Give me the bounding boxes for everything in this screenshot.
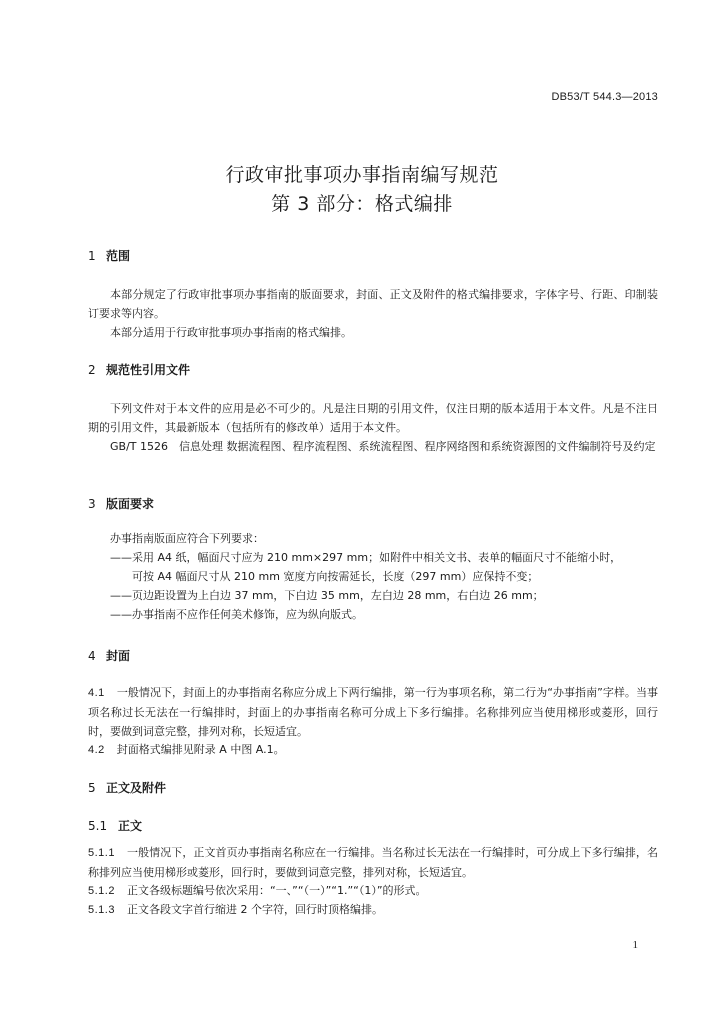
document-title: 行政审批事项办事指南编写规范: [225, 164, 499, 186]
section-1-paragraph-2: 本部分适用于行政审批事项办事指南的格式编排。: [110, 326, 352, 339]
section-title: 版面要求: [106, 497, 155, 511]
page-number: 1: [632, 939, 638, 951]
clause-5-1-3: [88, 900, 658, 920]
section-number: 1: [88, 249, 96, 263]
clause-text: 一般情况下，封面上的办事指南名称应分成上下两行编排，第一行为事项名称，第二行为“办事指南”字样。当事项名称过长无法在一行编排时，封面上的办事指南名称可分成上下多行编排。名称排列应当使用梯形或菱形，回行时，要做到词意完整，排列对称，长短适宜。: [88, 686, 658, 738]
clause-4-1: [88, 683, 658, 741]
clause-4-2: [88, 740, 658, 760]
clause-5-1-1: [88, 843, 658, 882]
section-2-heading: [88, 361, 190, 378]
subsection-title: 正文: [118, 819, 143, 833]
section-2-paragraph-1: 下列文件对于本文件的应用是必不可少的。凡是注日期的引用文件，仅注日期的版本适用于本文件。凡是不注日期的引用文件，其最新版本（包括所有的修改单）适用于本文件。: [88, 402, 658, 434]
clause-number: 5.1.2: [88, 885, 115, 897]
clause-number: 5.1.1: [88, 847, 115, 859]
section-number: 3: [88, 497, 96, 511]
section-3-item-3: ——办事指南不应作任何美术修饰，应为纵向版式。: [110, 608, 363, 621]
item-continuation: 可按 A4 幅面尺寸从 210 mm 宽度方向按需延长，长度（297 mm）应保持不变；: [132, 570, 539, 583]
clause-number: 5.1.3: [88, 904, 115, 916]
section-1-paragraph-1: 本部分规定了行政审批事项办事指南的版面要求，封面、正文及附件的格式编排要求，字体字号、行距、印制装订要求等内容。: [88, 288, 658, 320]
section-1-heading: [88, 247, 130, 264]
clause-text: 一般情况下，正文首页办事指南名称应在一行编排。当名称过长无法在一行编排时，可分成上下多行编排，名称排列应当使用梯形或菱形，回行时，要做到词意完整，排列对称，长短适宜。: [88, 846, 658, 879]
section-number: 5: [88, 781, 96, 795]
section-2-reference: GB/T 1526 信息处理 数据流程图、程序流程图、系统流程图、程序网络图和系统资源图的文件编制符号及约定: [110, 440, 656, 453]
section-number: 2: [88, 363, 96, 377]
clause-text: 正文各段文字首行缩进 2 个字符，回行时顶格编排。: [126, 903, 383, 916]
section-3-item-1: [110, 548, 658, 586]
section-3-heading: [88, 495, 154, 512]
clause-number: 4.2: [88, 744, 105, 756]
section-3-item-2: ——页边距设置为上白边 37 mm，下白边 35 mm，左白边 28 mm，右白边 26 mm；: [110, 589, 544, 602]
section-3-intro: 办事指南版面应符合下列要求：: [110, 532, 264, 545]
section-title: 封面: [106, 649, 131, 663]
section-4-heading: [88, 647, 130, 664]
document-subtitle: 第 3 部分：格式编排: [271, 193, 453, 215]
subsection-number: 5.1: [88, 819, 108, 833]
item-line: ——采用 A4 纸，幅面尺寸应为 210 mm×297 mm；如附件中相关文书、表单的幅面尺寸不能缩小时，: [110, 551, 622, 564]
section-title: 正文及附件: [106, 781, 167, 795]
section-title: 规范性引用文件: [106, 363, 191, 377]
clause-number: 4.1: [88, 687, 105, 699]
clause-text: 正文各级标题编号依次采用：“一、”“（一）”“1.”“（1）”的形式。: [126, 884, 427, 897]
document-code: DB53/T 544.3—2013: [551, 91, 658, 103]
clause-text: 封面格式编排见附录 A 中图 A.1。: [116, 743, 285, 756]
subsection-5-1-heading: [88, 817, 142, 834]
section-title: 范围: [106, 249, 131, 263]
section-number: 4: [88, 649, 96, 663]
clause-5-1-2: [88, 881, 658, 901]
section-5-heading: [88, 779, 166, 796]
